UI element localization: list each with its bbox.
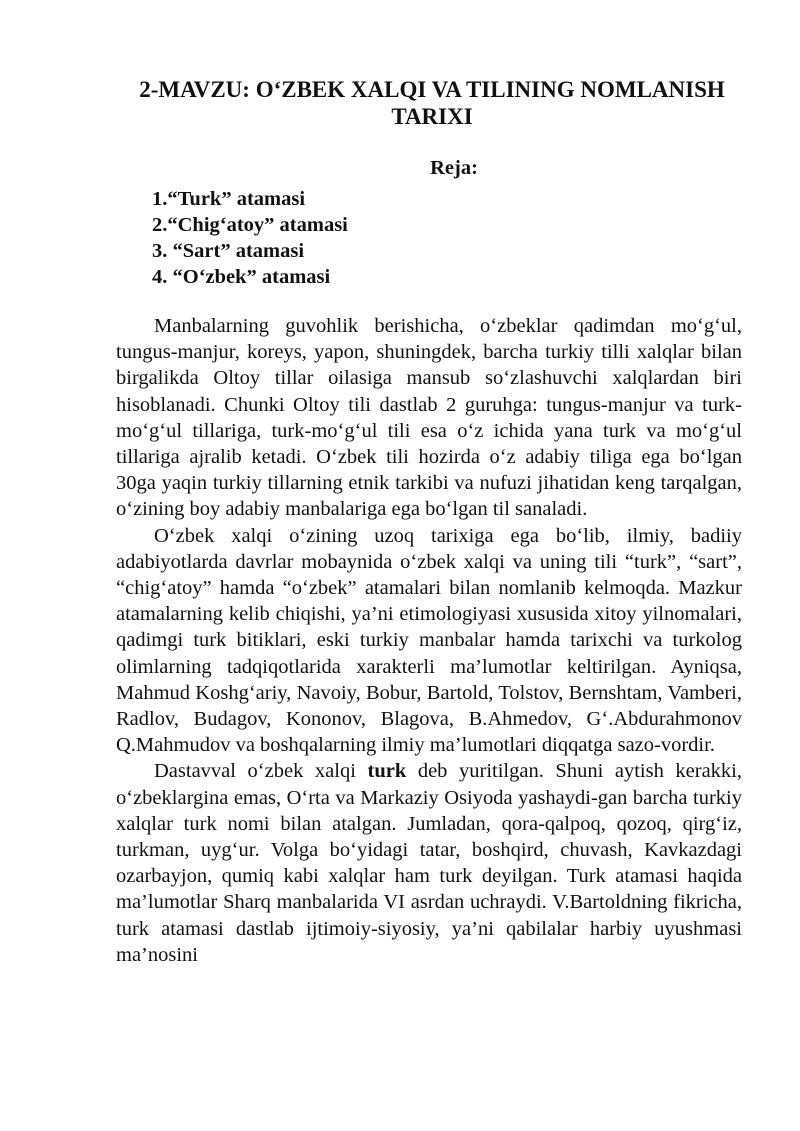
plan-item: 4. “O‘zbek” atamasi [152,266,331,288]
title-line-2: TARIXI [391,104,473,129]
title-line-1: 2-MAVZU: O‘ZBEK XALQI VA TILINING NOMLANISH [139,77,725,102]
plan-item: 1.“Turk” atamasi [152,188,306,210]
page-title [116,76,742,130]
paragraph-2: O‘zbek xalqi o‘zining uzoq tarixiga ega bo‘lib, ilmiy, badiiy adabiyotlarda davrlar mobaynida o‘zbek xalqi va uning tili “turk”, “sart”, “chig‘atoy” hamda “o‘zbek” atamalari bilan nomlanib kelmoqda. Mazkur atamalarning kelib chiqishi, ya’ni etimologiyasi xususida xitoy yilnomalari, qadimgi turk bitiklari, eski turkiy manbalar hamda tarixchi va turkolog olimlarning tadqiqotlarida xarakterli ma’lumotlar keltirilgan. Ayniqsa, Mahmud Koshg‘ariy, Navoiy, Bobur, Bartold, Tolstov, Bernshtam, Vamberi, Radlov, Budagov, Kononov, Blagova, B.Ahmedov, G‘.Abdurahmonov Q.Mahmudov va boshqalarning ilmiy ma’lumotlari diqqatga sazo-vordir. [116,524,742,757]
paragraph-3-rest: deb yuritilgan. Shuni aytish kerakki, o‘zbeklargina emas, O‘rta va Markaziy Osiyoda yashaydi-gan barcha turkiy xalqlar turk nomi bilan atalgan. Jumladan, qora-qalpoq, qozoq, qirg‘iz, turkman, uyg‘ur. Volga bo‘yidagi tatar, boshqird, chuvash, Kavkazdagi ozarbayjon, qumiq kabi xalqlar ham turk deyilgan. Turk atamasi haqida ma’lumotlar Sharq manbalarida VI asrdan uchraydi. V.Bartoldning fikricha, turk atamasi dastlab ijtimoiy-siyosiy, ya’ni qabilalar harbiy uyushmasi ma’nosini [116,760,743,966]
plan-list [116,186,742,290]
body-text [116,313,742,968]
plan-item: 2.“Chig‘atoy” atamasi [152,214,348,236]
paragraph-1: Manbalarning guvohlik berishicha, o‘zbeklar qadimdan mo‘g‘ul, tungus-manjur, koreys, yapon, shuningdek, barcha turkiy tilli xalqlar bilan birgalikda Oltoy tillar oilasiga mansub so‘zlashuvchi xalqlardan biri hisoblanadi. Chunki Oltoy tili dastlab 2 guruhga: tungus-manjur va turk-mo‘g‘ul tillariga, turk-mo‘g‘ul tili esa o‘z ichida yana turk va mo‘g‘ul tillariga ajralib ketadi. O‘zbek tili hozirda o‘z adabiy tiliga ega bo‘lgan 30ga yaqin turkiy tillarning etnik tarkibi va nufuzi jihatidan keng tarqalgan, o‘zining boy adabiy manbalariga ega bo‘lgan til sanaladi. [116,315,742,521]
paragraph-3-start: Dastavval o‘zbek xalqi [154,760,368,783]
paragraph-3 [116,758,742,968]
bold-term-turk: turk [367,760,407,783]
plan-item: 3. “Sart” atamasi [152,240,305,262]
plan-heading: Reja: [430,157,478,179]
